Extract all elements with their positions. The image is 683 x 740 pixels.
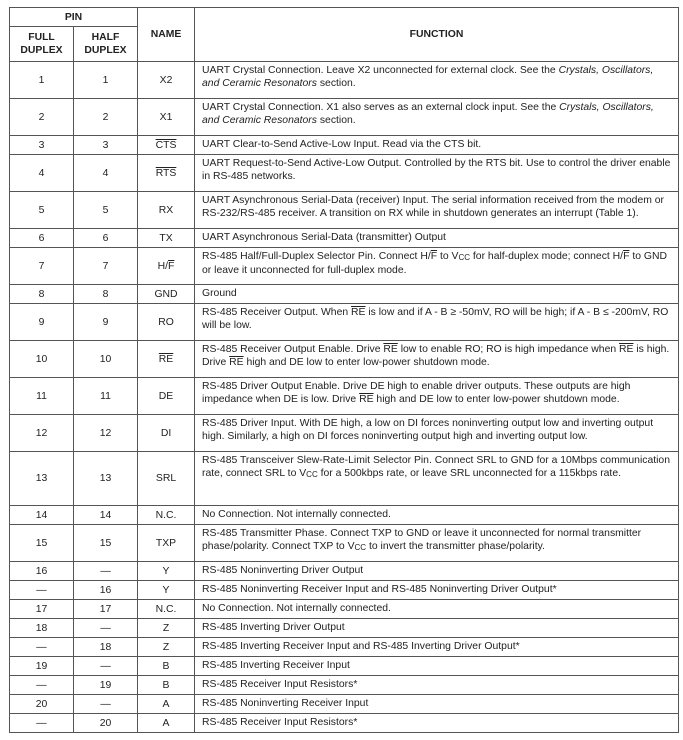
half-duplex-pin: 19 [74, 676, 138, 695]
pin-name: A [138, 714, 195, 733]
pin-description-table [9, 7, 679, 733]
half-duplex-pin: 10 [74, 341, 138, 378]
pin-function: No Connection. Not internally connected. [195, 506, 679, 525]
pin-name: B [138, 657, 195, 676]
table-row [10, 192, 679, 229]
pin-name: N.C. [138, 506, 195, 525]
pin-name: RO [138, 304, 195, 341]
full-duplex-pin: 10 [10, 341, 74, 378]
half-duplex-pin: 14 [74, 506, 138, 525]
full-duplex-pin: 20 [10, 695, 74, 714]
full-duplex-pin: 8 [10, 285, 74, 304]
table-row [10, 285, 679, 304]
half-duplex-pin: 9 [74, 304, 138, 341]
pin-function: RS-485 Driver Output Enable. Drive DE high to enable driver outputs. These outputs are high impedance when DE is low. Drive $\overline{RE}$ high and DE low to enter low-power shutdown mode. [195, 378, 679, 415]
pin-name: Y [138, 562, 195, 581]
pin-name: $\overline{CTS}$ [138, 136, 195, 155]
pin-function: RS-485 Receiver Input Resistors* [195, 676, 679, 695]
table-row [10, 62, 679, 99]
pin-function: Ground [195, 285, 679, 304]
pin-function: UART Asynchronous Serial-Data (receiver) Input. The serial information received from the modem or RS-232/RS-485 receiver. A transition on RX while in shutdown generates an interrupt (Table 1). [195, 192, 679, 229]
full-duplex-pin: 9 [10, 304, 74, 341]
table-row [10, 695, 679, 714]
pin-name: DE [138, 378, 195, 415]
pin-function: RS-485 Receiver Output Enable. Drive $\overline{RE}$ low to enable RO; RO is high impedance when $\overline{RE}$ is high. Drive $\overline{RE}$ high and DE low to enter low-power shutdown mode. [195, 341, 679, 378]
pin-function: RS-485 Noninverting Receiver Input [195, 695, 679, 714]
pin-name: Z [138, 619, 195, 638]
half-duplex-pin: 3 [74, 136, 138, 155]
pin-function: UART Crystal Connection. Leave X2 unconnected for external clock. See the Crystals, Oscillators, and Ceramic Resonators section. [195, 62, 679, 99]
table-row [10, 229, 679, 248]
half-duplex-pin: 5 [74, 192, 138, 229]
full-duplex-pin: — [10, 638, 74, 657]
full-duplex-pin: 3 [10, 136, 74, 155]
table-row [10, 99, 679, 136]
name-header: NAME [138, 8, 195, 62]
half-duplex-pin: 13 [74, 452, 138, 506]
half-duplex-pin: — [74, 562, 138, 581]
table-row [10, 248, 679, 285]
table-row [10, 341, 679, 378]
pin-function: RS-485 Receiver Input Resistors* [195, 714, 679, 733]
pin-name: DI [138, 415, 195, 452]
pin-function: RS-485 Transceiver Slew-Rate-Limit Selector Pin. Connect SRL to GND for a 10Mbps communication rate, connect SRL to VCC for a 500kbps rate, or leave SRL unconnected for a 115kbps rate. [195, 452, 679, 506]
half-duplex-pin: 20 [74, 714, 138, 733]
table-row [10, 638, 679, 657]
half-duplex-pin: 17 [74, 600, 138, 619]
pin-function: UART Clear-to-Send Active-Low Input. Read via the CTS bit. [195, 136, 679, 155]
table-row [10, 506, 679, 525]
table-row [10, 562, 679, 581]
pin-name: $\overline{RE}$ [138, 341, 195, 378]
half-duplex-pin: 6 [74, 229, 138, 248]
pin-name: $\overline{RTS}$ [138, 155, 195, 192]
table-row [10, 581, 679, 600]
full-duplex-header: FULL DUPLEX [10, 27, 74, 62]
pin-name: A [138, 695, 195, 714]
full-duplex-pin: — [10, 714, 74, 733]
table-row [10, 304, 679, 341]
full-duplex-pin: 18 [10, 619, 74, 638]
table-row [10, 676, 679, 695]
full-duplex-pin: 4 [10, 155, 74, 192]
pin-function: RS-485 Inverting Driver Output [195, 619, 679, 638]
full-duplex-pin: 13 [10, 452, 74, 506]
pin-name: Z [138, 638, 195, 657]
half-duplex-pin: 2 [74, 99, 138, 136]
full-duplex-pin: 5 [10, 192, 74, 229]
full-duplex-pin: 7 [10, 248, 74, 285]
table-row [10, 600, 679, 619]
table-row [10, 452, 679, 506]
full-duplex-pin: 14 [10, 506, 74, 525]
pin-function: RS-485 Noninverting Receiver Input and RS-485 Noninverting Driver Output* [195, 581, 679, 600]
half-duplex-pin: 15 [74, 525, 138, 562]
full-duplex-pin: 6 [10, 229, 74, 248]
pin-name: SRL [138, 452, 195, 506]
full-duplex-pin: — [10, 676, 74, 695]
full-duplex-pin: 16 [10, 562, 74, 581]
table-row [10, 155, 679, 192]
pin-function: UART Asynchronous Serial-Data (transmitter) Output [195, 229, 679, 248]
half-duplex-pin: — [74, 657, 138, 676]
half-duplex-pin: 7 [74, 248, 138, 285]
pin-name: $H/\overline{F}$ [138, 248, 195, 285]
pin-name: GND [138, 285, 195, 304]
half-duplex-pin: 16 [74, 581, 138, 600]
half-duplex-pin: 12 [74, 415, 138, 452]
full-duplex-pin: 19 [10, 657, 74, 676]
full-duplex-pin: 17 [10, 600, 74, 619]
pin-function: RS-485 Noninverting Driver Output [195, 562, 679, 581]
full-duplex-pin: 11 [10, 378, 74, 415]
half-duplex-header: HALF DUPLEX [74, 27, 138, 62]
half-duplex-pin: 8 [74, 285, 138, 304]
pin-function: RS-485 Transmitter Phase. Connect TXP to GND or leave it unconnected for normal transmitter phase/polarity. Connect TXP to VCC to invert the transmitter phase/polarity. [195, 525, 679, 562]
half-duplex-pin: 4 [74, 155, 138, 192]
pin-function: RS-485 Inverting Receiver Input [195, 657, 679, 676]
header-row-1 [10, 8, 679, 27]
table-row [10, 136, 679, 155]
table-row [10, 415, 679, 452]
pin-function: UART Crystal Connection. X1 also serves as an external clock input. See the Crystals, Oscillators, and Ceramic Resonators section. [195, 99, 679, 136]
full-duplex-pin: 15 [10, 525, 74, 562]
half-duplex-pin: 18 [74, 638, 138, 657]
pin-name: TX [138, 229, 195, 248]
pin-function: RS-485 Receiver Output. When $\overline{RE}$ is low and if A - B ≥ -50mV, RO will be high; if A - B ≤ -200mV, RO will be low. [195, 304, 679, 341]
pin-name: X2 [138, 62, 195, 99]
full-duplex-pin: 2 [10, 99, 74, 136]
pin-name: N.C. [138, 600, 195, 619]
pin-rows [10, 62, 679, 733]
half-duplex-pin: — [74, 695, 138, 714]
half-duplex-pin: — [74, 619, 138, 638]
pin-name: Y [138, 581, 195, 600]
pin-name: TXP [138, 525, 195, 562]
function-header: FUNCTION [195, 8, 679, 62]
pin-function: RS-485 Half/Full-Duplex Selector Pin. Connect $H/\overline{F}$ to VCC for half-duplex mode; connect $H/\overline{F}$ to GND or leave it unconnected for full-duplex mode. [195, 248, 679, 285]
pin-function: RS-485 Inverting Receiver Input and RS-485 Inverting Driver Output* [195, 638, 679, 657]
table-row [10, 619, 679, 638]
pin-name: X1 [138, 99, 195, 136]
table-row [10, 714, 679, 733]
half-duplex-pin: 1 [74, 62, 138, 99]
full-duplex-pin: 1 [10, 62, 74, 99]
pin-header: PIN [10, 8, 138, 27]
full-duplex-pin: — [10, 581, 74, 600]
table-row [10, 657, 679, 676]
pin-name: B [138, 676, 195, 695]
pin-function: RS-485 Driver Input. With DE high, a low on DI forces noninverting output low and inverting output high. Similarly, a high on DI forces noninverting output high and inverting output low. [195, 415, 679, 452]
pin-function: UART Request-to-Send Active-Low Output. Controlled by the RTS bit. Use to control the driver enable in RS-485 networks. [195, 155, 679, 192]
pin-function: No Connection. Not internally connected. [195, 600, 679, 619]
half-duplex-pin: 11 [74, 378, 138, 415]
pin-name: RX [138, 192, 195, 229]
full-duplex-pin: 12 [10, 415, 74, 452]
table-row [10, 378, 679, 415]
table-row [10, 525, 679, 562]
